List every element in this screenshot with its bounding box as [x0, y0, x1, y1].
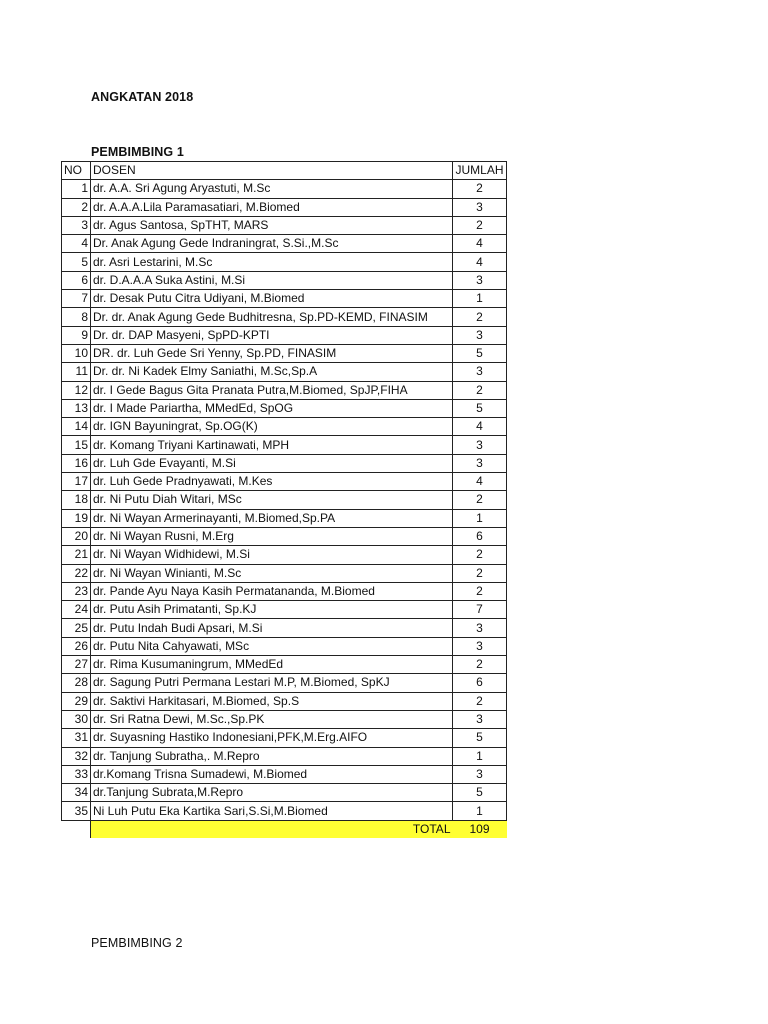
header-no[interactable]: NO: [62, 162, 91, 180]
cell-no[interactable]: 18: [62, 491, 91, 509]
cell-no[interactable]: 33: [62, 765, 91, 783]
cell-dosen[interactable]: dr. Pande Ayu Naya Kasih Permatananda, M.Biomed: [91, 582, 453, 600]
cell-dosen[interactable]: DR. dr. Luh Gede Sri Yenny, Sp.PD, FINASIM: [91, 344, 453, 362]
cell-no[interactable]: 8: [62, 308, 91, 326]
cell-no[interactable]: 22: [62, 564, 91, 582]
cell-jumlah[interactable]: 2: [453, 582, 507, 600]
cell-dosen[interactable]: dr. Asri Lestarini, M.Sc: [91, 253, 453, 271]
total-value[interactable]: 109: [453, 820, 507, 838]
table-row: [62, 784, 507, 802]
cell-jumlah[interactable]: 5: [453, 344, 507, 362]
cell-no[interactable]: 31: [62, 729, 91, 747]
table-row: [62, 253, 507, 271]
table-row: [62, 729, 507, 747]
cell-jumlah[interactable]: 3: [453, 710, 507, 728]
cell-dosen[interactable]: Dr. dr. Anak Agung Gede Budhitresna, Sp.PD-KEMD, FINASIM: [91, 308, 453, 326]
cell-jumlah[interactable]: 2: [453, 692, 507, 710]
cell-no[interactable]: 7: [62, 290, 91, 308]
cell-no[interactable]: 28: [62, 674, 91, 692]
cell-dosen[interactable]: dr. Putu Indah Budi Apsari, M.Si: [91, 619, 453, 637]
cell-dosen[interactable]: Dr. dr. DAP Masyeni, SpPD-KPTI: [91, 326, 453, 344]
cell-no[interactable]: 10: [62, 344, 91, 362]
total-label[interactable]: TOTAL: [91, 820, 453, 838]
table-row: [62, 509, 507, 527]
cell-jumlah[interactable]: 3: [453, 454, 507, 472]
cell-dosen[interactable]: dr. Desak Putu Citra Udiyani, M.Biomed: [91, 290, 453, 308]
cell-no[interactable]: 32: [62, 747, 91, 765]
cell-no[interactable]: 9: [62, 326, 91, 344]
cell-dosen[interactable]: dr. Ni Wayan Winianti, M.Sc: [91, 564, 453, 582]
cell-jumlah[interactable]: 6: [453, 527, 507, 545]
table-row: [62, 363, 507, 381]
cell-no[interactable]: 27: [62, 656, 91, 674]
cell-no[interactable]: 13: [62, 399, 91, 417]
table-row: [62, 674, 507, 692]
cell-dosen[interactable]: Dr. dr. Ni Kadek Elmy Saniathi, M.Sc,Sp.A: [91, 363, 453, 381]
cell-no[interactable]: 15: [62, 436, 91, 454]
cell-jumlah[interactable]: 3: [453, 619, 507, 637]
cell-no[interactable]: 24: [62, 601, 91, 619]
table-row: [62, 399, 507, 417]
cell-jumlah[interactable]: 2: [453, 546, 507, 564]
table-row: [62, 491, 507, 509]
table-row: [62, 344, 507, 362]
header-dosen[interactable]: DOSEN: [91, 162, 453, 180]
cell-dosen[interactable]: Ni Luh Putu Eka Kartika Sari,S.Si,M.Biomed: [91, 802, 453, 820]
cell-no[interactable]: 35: [62, 802, 91, 820]
cell-dosen[interactable]: dr. Ni Wayan Armerinayanti, M.Biomed,Sp.PA: [91, 509, 453, 527]
cell-no[interactable]: 11: [62, 363, 91, 381]
table-row: [62, 290, 507, 308]
table-row: [62, 308, 507, 326]
table-row: [62, 656, 507, 674]
table-row: [62, 216, 507, 234]
table-row: [62, 710, 507, 728]
cell-dosen[interactable]: dr. Luh Gde Evayanti, M.Si: [91, 454, 453, 472]
table-row: [62, 381, 507, 399]
cell-dosen[interactable]: dr. Putu Nita Cahyawati, MSc: [91, 637, 453, 655]
cell-jumlah[interactable]: 2: [453, 656, 507, 674]
cell-jumlah[interactable]: 3: [453, 271, 507, 289]
table-row: [62, 326, 507, 344]
cell-no[interactable]: 17: [62, 473, 91, 491]
cell-jumlah[interactable]: 2: [453, 308, 507, 326]
cell-dosen[interactable]: dr. Komang Triyani Kartinawati, MPH: [91, 436, 453, 454]
cell-dosen[interactable]: dr. Ni Wayan Rusni, M.Erg: [91, 527, 453, 545]
table-row: [62, 180, 507, 198]
heading-angkatan: ANGKATAN 2018: [91, 90, 194, 104]
cell-no[interactable]: 21: [62, 546, 91, 564]
cell-dosen[interactable]: dr. A.A.A.Lila Paramasatiari, M.Biomed: [91, 198, 453, 216]
table-row: [62, 564, 507, 582]
table-row: [62, 235, 507, 253]
cell-dosen[interactable]: dr. Saktivi Harkitasari, M.Biomed, Sp.S: [91, 692, 453, 710]
table-row: [62, 546, 507, 564]
cell-jumlah[interactable]: 4: [453, 418, 507, 436]
cell-dosen[interactable]: dr. Putu Asih Primatanti, Sp.KJ: [91, 601, 453, 619]
table-row: [62, 619, 507, 637]
cell-dosen[interactable]: dr. D.A.A.A Suka Astini, M.Si: [91, 271, 453, 289]
cell-dosen[interactable]: dr. I Gede Bagus Gita Pranata Putra,M.Biomed, SpJP,FIHA: [91, 381, 453, 399]
cell-dosen[interactable]: dr. Sri Ratna Dewi, M.Sc.,Sp.PK: [91, 710, 453, 728]
total-row: [62, 820, 507, 838]
heading-pembimbing-1: PEMBIMBING 1: [91, 145, 184, 159]
cell-jumlah[interactable]: 3: [453, 765, 507, 783]
cell-no[interactable]: 3: [62, 216, 91, 234]
cell-jumlah[interactable]: 3: [453, 363, 507, 381]
table-header-row: [62, 162, 507, 180]
total-blank-cell: [62, 820, 91, 838]
table-row: [62, 601, 507, 619]
cell-no[interactable]: 30: [62, 710, 91, 728]
cell-dosen[interactable]: dr. Suyasning Hastiko Indonesiani,PFK,M.Erg.AIFO: [91, 729, 453, 747]
table-row: [62, 527, 507, 545]
cell-dosen[interactable]: dr. A.A. Sri Agung Aryastuti, M.Sc: [91, 180, 453, 198]
cell-jumlah[interactable]: 4: [453, 235, 507, 253]
cell-jumlah[interactable]: 2: [453, 180, 507, 198]
cell-no[interactable]: 6: [62, 271, 91, 289]
cell-jumlah[interactable]: 6: [453, 674, 507, 692]
header-jumlah[interactable]: JUMLAH: [453, 162, 507, 180]
cell-jumlah[interactable]: 4: [453, 253, 507, 271]
cell-jumlah[interactable]: 7: [453, 601, 507, 619]
pembimbing-table: [61, 161, 507, 838]
cell-dosen[interactable]: dr. Tanjung Subratha,. M.Repro: [91, 747, 453, 765]
cell-no[interactable]: 20: [62, 527, 91, 545]
cell-no[interactable]: 4: [62, 235, 91, 253]
cell-dosen[interactable]: dr. Luh Gede Pradnyawati, M.Kes: [91, 473, 453, 491]
table-row: [62, 198, 507, 216]
cell-jumlah[interactable]: 5: [453, 399, 507, 417]
cell-no[interactable]: 12: [62, 381, 91, 399]
cell-dosen[interactable]: dr. Sagung Putri Permana Lestari M.P, M.Biomed, SpKJ: [91, 674, 453, 692]
cell-jumlah[interactable]: 3: [453, 198, 507, 216]
cell-dosen[interactable]: dr.Komang Trisna Sumadewi, M.Biomed: [91, 765, 453, 783]
cell-no[interactable]: 23: [62, 582, 91, 600]
cell-jumlah[interactable]: 3: [453, 326, 507, 344]
table-row: [62, 802, 507, 820]
cell-no[interactable]: 16: [62, 454, 91, 472]
cell-no[interactable]: 2: [62, 198, 91, 216]
cell-jumlah[interactable]: 1: [453, 802, 507, 820]
table-row: [62, 436, 507, 454]
cell-jumlah[interactable]: 1: [453, 509, 507, 527]
cell-no[interactable]: 19: [62, 509, 91, 527]
cell-no[interactable]: 14: [62, 418, 91, 436]
cell-no[interactable]: 26: [62, 637, 91, 655]
cell-no[interactable]: 29: [62, 692, 91, 710]
cell-jumlah[interactable]: 2: [453, 564, 507, 582]
table-row: [62, 765, 507, 783]
cell-dosen[interactable]: dr. I Made Pariartha, MMedEd, SpOG: [91, 399, 453, 417]
table-row: [62, 473, 507, 491]
cell-jumlah[interactable]: 4: [453, 473, 507, 491]
cell-jumlah[interactable]: 2: [453, 381, 507, 399]
table-row: [62, 582, 507, 600]
cell-no[interactable]: 34: [62, 784, 91, 802]
cell-dosen[interactable]: Dr. Anak Agung Gede Indraningrat, S.Si.,M.Sc: [91, 235, 453, 253]
table-row: [62, 637, 507, 655]
cell-jumlah[interactable]: 1: [453, 747, 507, 765]
cell-jumlah[interactable]: 2: [453, 216, 507, 234]
cell-dosen[interactable]: dr. Ni Putu Diah Witari, MSc: [91, 491, 453, 509]
cell-no[interactable]: 1: [62, 180, 91, 198]
cell-no[interactable]: 25: [62, 619, 91, 637]
cell-no[interactable]: 5: [62, 253, 91, 271]
cell-jumlah[interactable]: 5: [453, 784, 507, 802]
cell-dosen[interactable]: dr. Agus Santosa, SpTHT, MARS: [91, 216, 453, 234]
cell-jumlah[interactable]: 2: [453, 491, 507, 509]
heading-pembimbing-2: PEMBIMBING 2: [91, 936, 183, 950]
cell-dosen[interactable]: dr. Rima Kusumaningrum, MMedEd: [91, 656, 453, 674]
table-row: [62, 692, 507, 710]
table-row: [62, 747, 507, 765]
cell-dosen[interactable]: dr. Ni Wayan Widhidewi, M.Si: [91, 546, 453, 564]
cell-jumlah[interactable]: 3: [453, 436, 507, 454]
cell-jumlah[interactable]: 1: [453, 290, 507, 308]
cell-dosen[interactable]: dr.Tanjung Subrata,M.Repro: [91, 784, 453, 802]
table-row: [62, 418, 507, 436]
table-row: [62, 271, 507, 289]
table-row: [62, 454, 507, 472]
cell-jumlah[interactable]: 3: [453, 637, 507, 655]
cell-dosen[interactable]: dr. IGN Bayuningrat, Sp.OG(K): [91, 418, 453, 436]
cell-jumlah[interactable]: 5: [453, 729, 507, 747]
